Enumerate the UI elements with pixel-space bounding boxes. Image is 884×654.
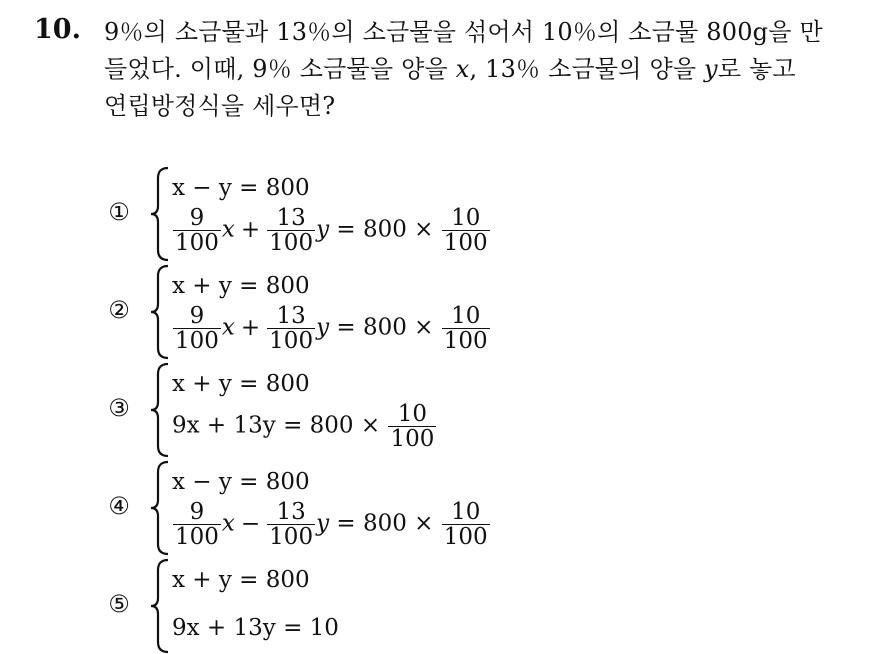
question-line-2-part-c: 로 놓고 [717, 55, 796, 83]
fraction-numerator: 13 [276, 499, 306, 525]
choice-1-label[interactable]: ① [108, 198, 130, 226]
question-line-3: 연립방정식을 세우면? [104, 92, 336, 120]
choice-5-equation-1: x + y = 800 [172, 567, 310, 593]
question-line-2 [104, 51, 864, 88]
fraction-numerator: 9 [189, 499, 205, 525]
variable-x: x [455, 55, 470, 83]
choice-3-equation-1: x + y = 800 [172, 371, 310, 397]
right-hand-side: = 800 × [336, 510, 434, 537]
variable: y [316, 216, 330, 243]
choice-4-label[interactable]: ④ [108, 492, 130, 520]
fraction-numerator: 13 [276, 205, 306, 231]
brace-icon [148, 362, 172, 458]
choice-3-label[interactable]: ③ [108, 394, 130, 422]
fraction [442, 206, 490, 255]
fraction-denominator: 100 [443, 524, 488, 550]
question-line-1: 9％의 소금물과 13％의 소금물을 섞어서 10％의 소금물 800g을 만 [104, 18, 823, 46]
fraction-numerator: 9 [189, 303, 205, 329]
operator: + [240, 314, 261, 341]
operator: + [240, 216, 261, 243]
operator: − [240, 510, 261, 537]
fraction-denominator: 100 [175, 230, 219, 256]
brace-icon [148, 460, 172, 556]
brace-icon [148, 264, 172, 360]
fraction [442, 500, 490, 549]
fraction [442, 304, 490, 353]
fraction-denominator: 100 [175, 524, 219, 550]
question-text [104, 14, 864, 125]
variable: y [316, 314, 330, 341]
choice-1-equation-1: x − y = 800 [172, 175, 310, 201]
question-line-2-part-b: , 13％ 소금물의 양을 [469, 55, 705, 83]
fraction [173, 206, 221, 255]
choice-4-equation-1: x − y = 800 [172, 469, 310, 495]
variable: x [221, 216, 235, 243]
choice-2-label[interactable]: ② [108, 296, 130, 324]
choice-3-equation-2 [172, 402, 437, 451]
brace-icon [148, 166, 172, 262]
choice-2-equation-2 [172, 304, 491, 353]
fraction-denominator: 100 [269, 230, 314, 256]
fraction [267, 206, 315, 255]
question-line-2-part-a: 들었다. 이때, 9％ 소금물을 양을 [104, 55, 456, 83]
left-hand-side: 9x + 13y = 800 × [172, 412, 381, 439]
choice-2-equation-1: x + y = 800 [172, 273, 310, 299]
variable: x [221, 510, 235, 537]
choice-4-equation-2 [172, 500, 491, 549]
question-number: 10. [34, 14, 81, 45]
choice-5-label[interactable]: ⑤ [108, 590, 130, 618]
fraction-numerator: 10 [451, 499, 481, 525]
fraction-denominator: 100 [269, 524, 314, 550]
fraction-numerator: 13 [276, 303, 306, 329]
fraction [173, 500, 221, 549]
fraction-numerator: 10 [451, 303, 481, 329]
brace-icon [148, 558, 172, 654]
fraction-denominator: 100 [269, 328, 314, 354]
fraction-denominator: 100 [443, 328, 488, 354]
choice-1-equation-2 [172, 206, 491, 255]
variable: x [221, 314, 235, 341]
variable-y: y [704, 55, 718, 83]
fraction-denominator: 100 [175, 328, 219, 354]
fraction-numerator: 10 [451, 205, 481, 231]
choice-5-equation-2: 9x + 13y = 10 [172, 615, 339, 641]
fraction-denominator: 100 [443, 230, 488, 256]
fraction [267, 304, 315, 353]
fraction-numerator: 9 [189, 205, 205, 231]
variable: y [316, 510, 330, 537]
fraction [173, 304, 221, 353]
fraction-denominator: 100 [390, 426, 435, 452]
right-hand-side: = 800 × [336, 314, 434, 341]
right-hand-side: = 800 × [336, 216, 434, 243]
fraction [388, 402, 436, 451]
fraction [267, 500, 315, 549]
fraction-numerator: 10 [397, 401, 428, 427]
